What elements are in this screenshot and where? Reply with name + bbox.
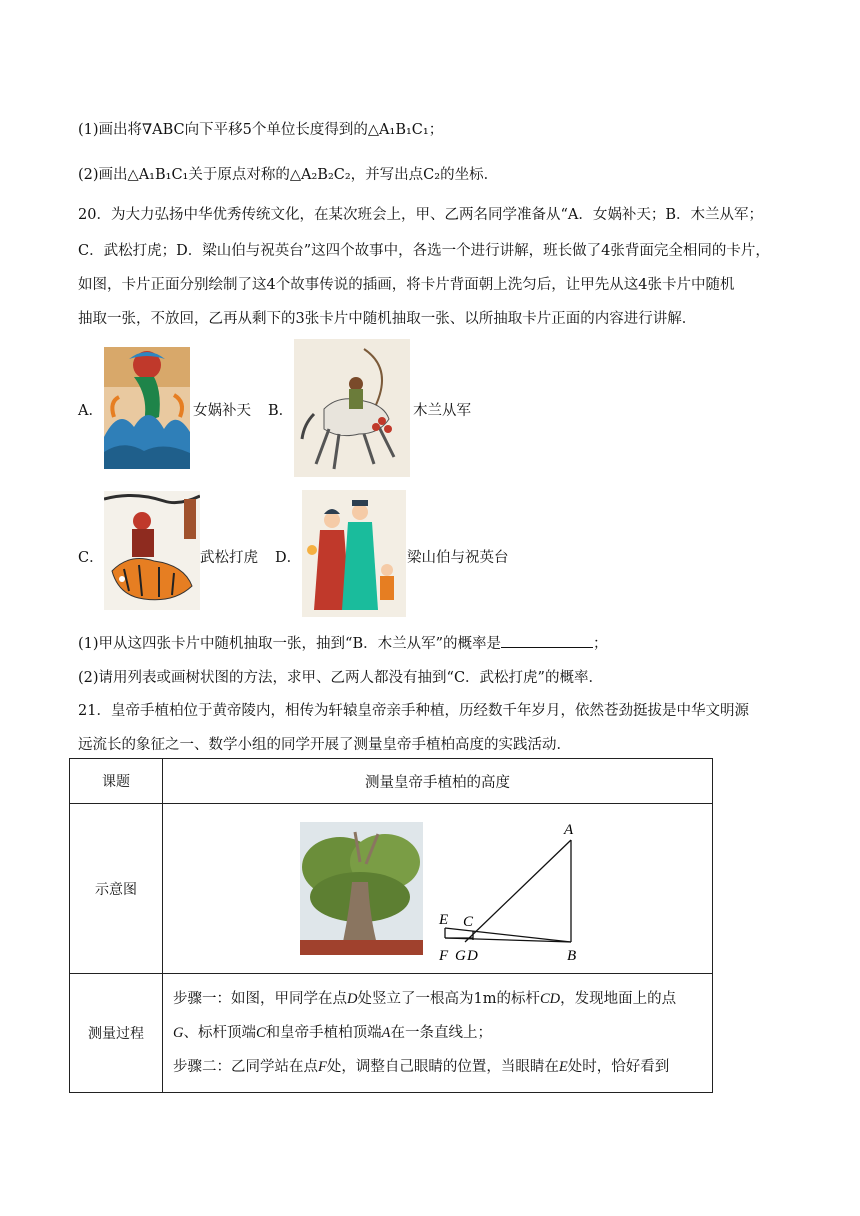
- q20-line2: C．武松打虎；D．梁山伯与祝英台”这四个故事中，各选一个进行讲解，班长做了4张背面完全相同的卡片，: [78, 243, 770, 259]
- step-one-cont: [173, 1016, 702, 1050]
- option-a-letter: A．: [78, 403, 103, 419]
- step2-text-c: 处时，恰好看到: [567, 1059, 670, 1075]
- step1-text-a: 步骤一：如图，甲同学在点: [173, 991, 347, 1007]
- diagram-label: 示意图: [70, 804, 163, 974]
- var-f: F: [318, 1059, 327, 1075]
- step1-text-d: 、标杆顶端: [183, 1025, 256, 1041]
- label-b: B: [567, 948, 577, 964]
- process-cell: [163, 974, 713, 1093]
- label-g: G: [455, 948, 466, 964]
- option-b-label: 木兰从军: [413, 403, 471, 419]
- nuwa-illustration: [104, 347, 190, 469]
- q20-sub1-text: (1)甲从这四张卡片中随机抽取一张，抽到“B．木兰从军”的概率是: [78, 636, 502, 652]
- cypress-photo: [300, 822, 423, 955]
- q20-line1: 20．为大力弘扬中华优秀传统文化，在某次班会上，甲、乙两名同学准备从“A．女娲补天；B．木兰从军；: [78, 207, 763, 223]
- geometry-diagram: [433, 818, 613, 968]
- q21-line1: 21．皇帝手植柏位于黄帝陵内，相传为轩辕皇帝亲手种植，历经数千年岁月，依然苍劲挺拔是中华文明源: [78, 703, 749, 719]
- step-one: [173, 982, 702, 1016]
- step1-text-e: 和皇帝手植柏顶端: [265, 1025, 382, 1041]
- var-c: C: [255, 1025, 266, 1041]
- var-a: A: [381, 1025, 391, 1041]
- process-label: 测量过程: [70, 974, 163, 1093]
- topic-value: 测量皇帝手植柏的高度: [163, 759, 713, 804]
- var-cd: CD: [539, 991, 561, 1007]
- activity-table: [69, 758, 713, 1093]
- q20-sub2: (2)请用列表或画树状图的方法，求甲、乙两人都没有抽到“C．武松打虎”的概率．: [78, 670, 603, 686]
- q20-sub1: [78, 632, 608, 653]
- q19-part1: (1)画出将∇ABC向下平移5个单位长度得到的△A₁B₁C₁；: [78, 122, 444, 138]
- label-c: C: [463, 914, 474, 930]
- q20-sub1-end: ；: [593, 636, 608, 652]
- option-d-letter: D．: [275, 550, 302, 566]
- option-d-label: 梁山伯与祝英台: [407, 550, 509, 566]
- option-b-letter: B．: [268, 403, 294, 419]
- step1-text-f: 在一条直线上；: [390, 1025, 493, 1041]
- var-d: D: [347, 991, 358, 1007]
- label-e: E: [439, 912, 449, 928]
- diagram-cell: [163, 804, 713, 974]
- liangzhu-illustration: [302, 490, 406, 617]
- option-c-letter: C．: [78, 550, 104, 566]
- label-d: D: [467, 948, 478, 964]
- step-two: [173, 1050, 702, 1084]
- topic-label: 课题: [70, 759, 163, 804]
- mulan-illustration: [294, 339, 410, 477]
- option-c-label: 武松打虎: [200, 550, 258, 566]
- var-e: E: [558, 1059, 568, 1075]
- option-a-label: 女娲补天: [193, 403, 251, 419]
- step1-text-b: 处竖立了一根高为1m的标杆: [357, 991, 540, 1007]
- label-f: F: [439, 948, 449, 964]
- q19-part2: (2)画出△A₁B₁C₁关于原点对称的△A₂B₂C₂，并写出点C₂的坐标．: [78, 167, 499, 183]
- q21-line2: 远流长的象征之一、数学小组的同学开展了测量皇帝手植柏高度的实践活动．: [78, 737, 571, 753]
- answer-blank[interactable]: [501, 633, 593, 648]
- step2-text-a: 步骤二：乙同学站在点: [173, 1059, 318, 1075]
- q20-line4: 抽取一张，不放回，乙再从剩下的3张卡片中随机抽取一张、以所抽取卡片正面的内容进行讲解．: [78, 311, 697, 327]
- step2-text-b: 处，调整自己眼睛的位置，当眼睛在: [326, 1059, 559, 1075]
- step1-text-c: ，发现地面上的点: [560, 991, 677, 1007]
- var-g: G: [173, 1025, 184, 1041]
- q20-line3: 如图，卡片正面分别绘制了这4个故事传说的插画，将卡片背面朝上洗匀后，让甲先从这4张卡片中随机: [78, 277, 735, 293]
- wusong-illustration: [104, 491, 200, 610]
- label-a: A: [564, 822, 574, 838]
